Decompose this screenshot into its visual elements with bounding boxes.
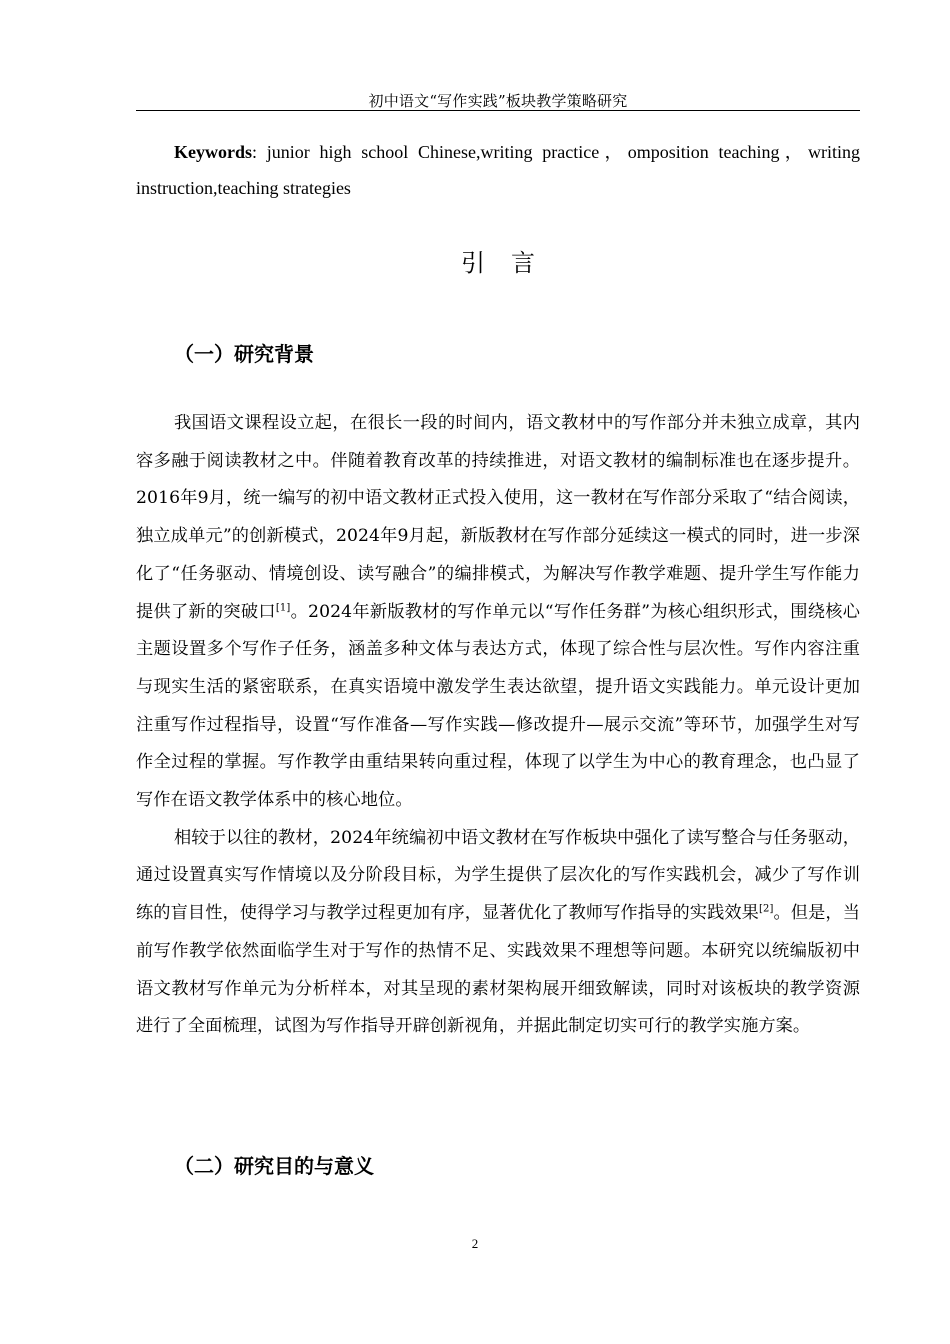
running-header: 初中语文“写作实践”板块教学策略研究: [368, 92, 628, 110]
subheading-research-purpose: （二）研究目的与意义: [174, 1154, 374, 1178]
section-title: 引言: [461, 249, 561, 277]
keywords-text: : junior high school Chinese,writing practice，omposition teaching，writing instruction,teaching strategies: [136, 142, 860, 198]
paragraph: [136, 820, 860, 1046]
header-rule: [136, 110, 860, 111]
citation: [2]: [758, 903, 774, 915]
citation: [1]: [275, 601, 291, 613]
page-number: 2: [471, 1236, 479, 1251]
subheading-research-background: （一）研究背景: [174, 342, 314, 366]
paragraph-text: 。但是，当前写作教学依然面临学生对于写作的热情不足、实践效果不理想等问题。本研究以统编版初中语文教材写作单元为分析样本，对其呈现的素材架构展开细致解读，同时对该板块的教学资源进行了全面梳理，试图为写作指导开辟创新视角，并据此制定切实可行的教学实施方案。: [136, 903, 860, 1037]
body-text: [136, 405, 860, 1046]
keywords-paragraph: [136, 134, 860, 206]
paragraph-text: 。2024年新版教材的写作单元以“写作任务群”为核心组织形式，围绕核心主题设置多个写作子任务，涵盖多种文体与表达方式，体现了综合性与层次性。写作内容注重与现实生活的紧密联系，在真实语境中激发学生表达欲望，提升语文实践能力。单元设计更加注重写作过程指导，设置“写作准备—写作实践—修改提升—展示交流”等环节，加强学生对写作全过程的掌握。写作教学由重结果转向重过程，体现了以学生为中心的教育理念，也凸显了写作在语文教学体系中的核心地位。: [136, 601, 860, 811]
paragraph: [136, 405, 860, 820]
paragraph-text: 我国语文课程设立起，在很长一段的时间内，语文教材中的写作部分并未独立成章，其内容多融于阅读教材之中。伴随着教育改革的持续推进，对语文教材的编制标准也在逐步提升。2016年9月，统一编写的初中语文教材正式投入使用，这一教材在写作部分采取了“结合阅读，独立成单元”的创新模式，2024年9月起，新版教材在写作部分延续这一模式的同时，进一步深化了“任务驱动、情境创设、读写融合”的编排模式，为解决写作教学难题、提升学生写作能力提供了新的突破口: [136, 413, 860, 622]
paragraph-text: 相较于以往的教材，2024年统编初中语文教材在写作板块中强化了读写整合与任务驱动，通过设置真实写作情境以及分阶段目标，为学生提供了层次化的写作实践机会，减少了写作训练的盲目性，使得学习与教学过程更加有序，显著优化了教师写作指导的实践效果: [136, 827, 860, 924]
keywords-label: Keywords: [174, 142, 252, 162]
